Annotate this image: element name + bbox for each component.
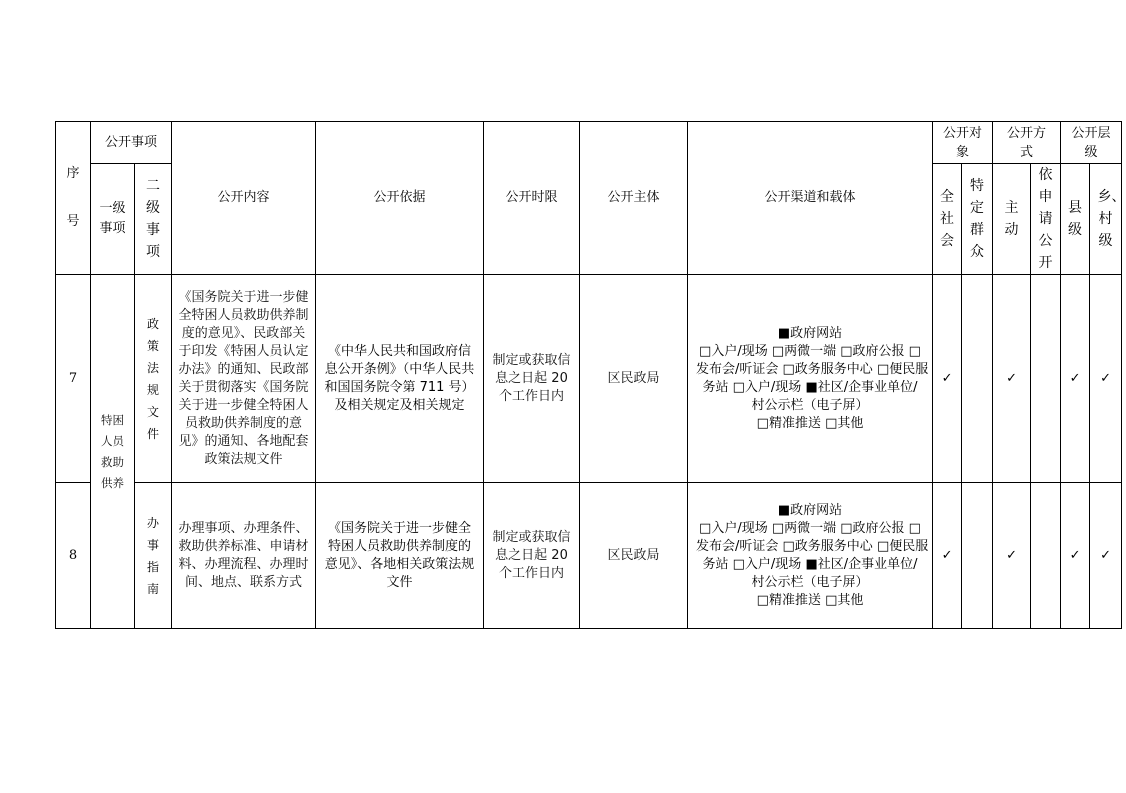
- method-header-text: 公开方式: [1007, 125, 1047, 160]
- row-channel: [688, 483, 933, 629]
- channel-line: ■政府网站: [777, 325, 843, 341]
- header-row-1: [56, 122, 1122, 164]
- row-level2-text: 办事指南: [146, 515, 159, 596]
- check-county: ✓: [1061, 275, 1090, 483]
- audience-specific-header: [962, 164, 993, 275]
- disclosure-table: [55, 121, 1126, 629]
- audience-all-header-text: 全社会: [940, 189, 955, 249]
- level-header-text: 公开层级: [1071, 125, 1111, 160]
- audience-header-text: 公开对象: [943, 125, 983, 160]
- level2-header-text: 二级事项: [146, 178, 160, 260]
- level-county-header-text: 县级: [1068, 200, 1083, 238]
- check-town: ✓: [1090, 275, 1122, 483]
- subject-header: 公开主体: [580, 122, 688, 275]
- seq-header-char-2: 号: [66, 214, 80, 229]
- audience-header: [933, 122, 993, 164]
- row-seq: 7: [56, 275, 91, 483]
- seq-header: [56, 122, 91, 275]
- level2-header: [135, 164, 172, 275]
- method-header: [993, 122, 1061, 164]
- level1-item-text: 特困人员救助供养: [101, 412, 124, 490]
- channel-line: □精准推送 □其他: [756, 592, 864, 608]
- row-basis: 《中华人民共和国政府信息公开条例》（中华人民共和国国务院令第 711 号）及相关规定及相关规定: [316, 275, 484, 483]
- level-county-header: [1061, 164, 1090, 275]
- channel-line: 发布会/听证会 □政务服务中心 □便民服: [696, 361, 929, 377]
- table-row: [56, 275, 1122, 483]
- method-active-header: [993, 164, 1031, 275]
- level1-header: [91, 164, 135, 275]
- check-county: ✓: [1061, 483, 1090, 629]
- channel-line: 务站 □入户/现场 ■社区/企事业单位/: [702, 379, 918, 395]
- level-town-header-text: 乡、村级: [1097, 189, 1126, 249]
- channel-line: □入户/现场 □两微一端 □政府公报 □: [699, 520, 921, 536]
- check-all-society: ✓: [933, 483, 962, 629]
- basis-header: 公开依据: [316, 122, 484, 275]
- row-content: 办理事项、办理条件、救助供养标准、申请材料、办理流程、办理时间、地点、联系方式: [172, 483, 316, 629]
- row-time-limit: 制定或获取信息之日起 20 个工作日内: [484, 483, 580, 629]
- channel-line: 村公示栏（电子屏）: [751, 397, 869, 413]
- channel-line: 务站 □入户/现场 ■社区/企事业单位/: [702, 556, 918, 572]
- channel-line: □精准推送 □其他: [756, 415, 864, 431]
- check-specific: [962, 483, 993, 629]
- check-specific: [962, 275, 993, 483]
- channel-line: 村公示栏（电子屏）: [751, 574, 869, 590]
- level1-header-text: 一级事项: [99, 201, 126, 236]
- check-apply: [1031, 483, 1061, 629]
- row-subject: 区民政局: [580, 275, 688, 483]
- check-active: ✓: [993, 483, 1031, 629]
- row-seq: 8: [56, 483, 91, 629]
- seq-header-char-1: 序: [66, 166, 80, 181]
- level1-item-cell: [91, 275, 135, 629]
- level-town-header: [1090, 164, 1126, 275]
- channel-line: ■政府网站: [777, 502, 843, 518]
- content-header: 公开内容: [172, 122, 316, 275]
- row-channel: [688, 275, 933, 483]
- channel-line: 发布会/听证会 □政务服务中心 □便民服: [696, 538, 929, 554]
- time-limit-header: 公开时限: [484, 122, 580, 275]
- row-subject: 区民政局: [580, 483, 688, 629]
- check-active: ✓: [993, 275, 1031, 483]
- row-content: 《国务院关于进一步健全特困人员救助供养制度的意见》、民政部关于印发《特困人员认定办法》的通知、民政部关于贯彻落实《国务院关于进一步健全特困人员救助供养制度的意见》的通知、各地配套政策法规文件: [172, 275, 316, 483]
- row-time-limit: 制定或获取信息之日起 20 个工作日内: [484, 275, 580, 483]
- check-apply: [1031, 275, 1061, 483]
- audience-all-header: [933, 164, 962, 275]
- check-all-society: ✓: [933, 275, 962, 483]
- channel-line: □入户/现场 □两微一端 □政府公报 □: [699, 343, 921, 359]
- method-apply-header: [1031, 164, 1061, 275]
- row-level2: [135, 483, 172, 629]
- level-header: [1061, 122, 1122, 164]
- method-active-header-text: 主动: [1004, 200, 1019, 238]
- matters-header: 公开事项: [91, 122, 172, 164]
- table-row: [56, 483, 1122, 629]
- audience-specific-header-text: 特定群众: [970, 178, 985, 260]
- row-level2-text: 政策法规文件: [146, 316, 159, 441]
- channel-header: 公开渠道和载体: [688, 122, 933, 275]
- row-basis: 《国务院关于进一步健全特困人员救助供养制度的意见》、各地相关政策法规文件: [316, 483, 484, 629]
- check-town: ✓: [1090, 483, 1122, 629]
- method-apply-header-text: 依申请公开: [1038, 167, 1053, 271]
- row-level2: [135, 275, 172, 483]
